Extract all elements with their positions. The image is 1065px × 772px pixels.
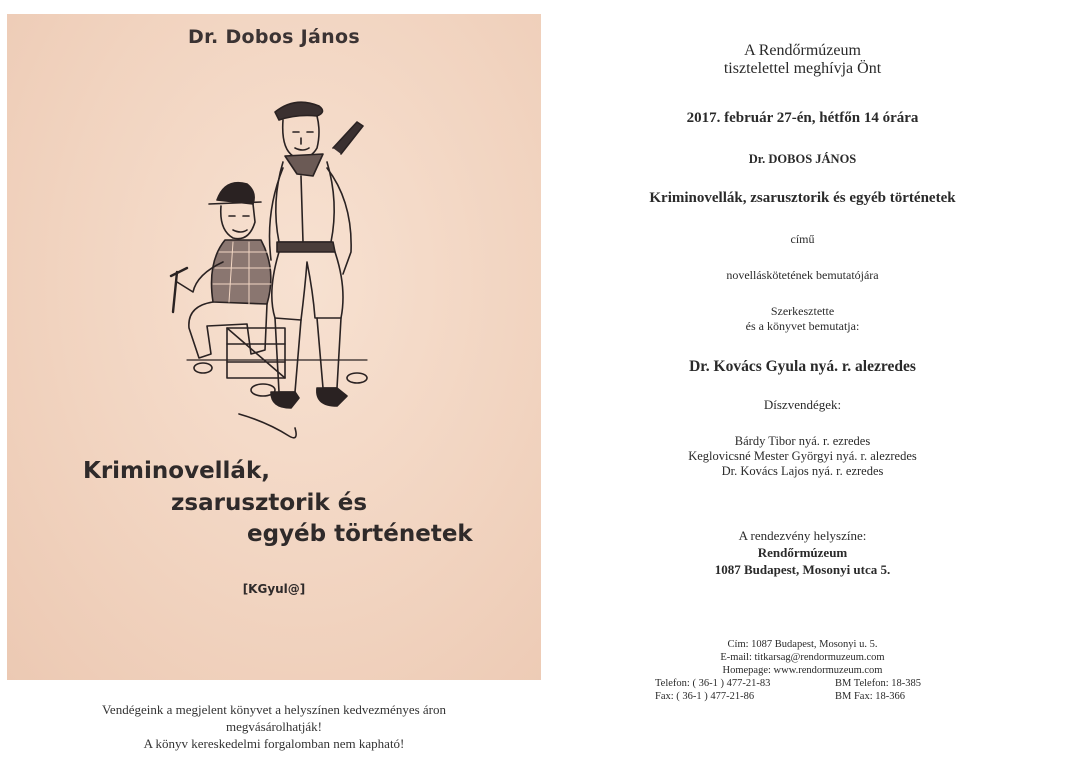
cover-illustration: [167, 92, 387, 444]
contact-bm-phone: BM Telefon: 18-385: [835, 678, 921, 689]
contact-address: Cím: 1087 Budapest, Mosonyi u. 5.: [727, 639, 878, 650]
contact-bm-fax: BM Fax: 18-366: [835, 691, 906, 702]
guest-item: Keglovicsné Mester Györgyi nyá. r. alezredes: [688, 449, 917, 463]
contact-fax: Fax: ( 36-1 ) 477-21-86: [655, 691, 755, 702]
guest-item: Bárdy Tibor nyá. r. ezredes: [734, 434, 871, 448]
guest-list: [595, 434, 1010, 479]
contact-phone-row: [595, 677, 1010, 690]
purchase-note-line: Vendégeink a megjelent könyvet a helyszínen kedvezményes áron: [101, 702, 446, 717]
invitation-host: [595, 42, 1010, 78]
editor-label: [595, 304, 1010, 334]
cover-title-line: Kriminovellák,: [83, 458, 270, 484]
event-occasion: novelláskötetének bemutatójára: [726, 268, 879, 282]
contact-email: E-mail: titkarsag@rendormuzeum.com: [720, 652, 885, 663]
venue-label: A rendezvény helyszíne:: [738, 528, 867, 543]
contact-block: [595, 638, 1010, 703]
host-line: A Rendőrmúzeum: [744, 42, 861, 59]
contact-fax-row: [595, 690, 1010, 703]
invitation: [595, 0, 1010, 772]
purchase-note-line: A könyv kereskedelmi forgalomban nem kapható!: [143, 736, 405, 751]
editor-line: Szerkesztette: [770, 304, 835, 318]
venue-address: 1087 Budapest, Mosonyi utca 5.: [714, 562, 891, 577]
presenter-name: Dr. Kovács Gyula nyá. r. alezredes: [689, 358, 916, 375]
guest-item: Dr. Kovács Lajos nyá. r. ezredes: [721, 464, 884, 478]
book-cover: [7, 14, 541, 680]
purchase-note-line: megvásárolhatják!: [225, 719, 322, 734]
cover-title-line: zsarusztorik és: [171, 490, 368, 516]
cover-title-line: egyéb történetek: [247, 521, 473, 547]
book-title: Kriminovellák, zsarusztorik és egyéb történetek: [649, 190, 956, 206]
venue-name: Rendőrmúzeum: [757, 545, 848, 560]
host-line: tisztelettel meghívja Önt: [723, 60, 882, 77]
cover-author: Dr. Dobos János: [188, 26, 360, 48]
contact-homepage: Homepage: www.rendormuzeum.com: [722, 665, 883, 676]
title-suffix: című: [790, 232, 815, 246]
guests-label: Díszvendégek:: [763, 397, 842, 412]
event-author: Dr. DOBOS JÁNOS: [748, 152, 857, 166]
cover-imprint: [KGyul@]: [242, 582, 306, 596]
venue-block: [595, 527, 1010, 578]
event-date: 2017. február 27-én, hétfőn 14 órára: [686, 110, 919, 126]
purchase-note: [7, 701, 541, 752]
contact-phone: Telefon: ( 36-1 ) 477-21-83: [655, 678, 771, 689]
editor-line: és a könyvet bemutatja:: [745, 319, 860, 333]
